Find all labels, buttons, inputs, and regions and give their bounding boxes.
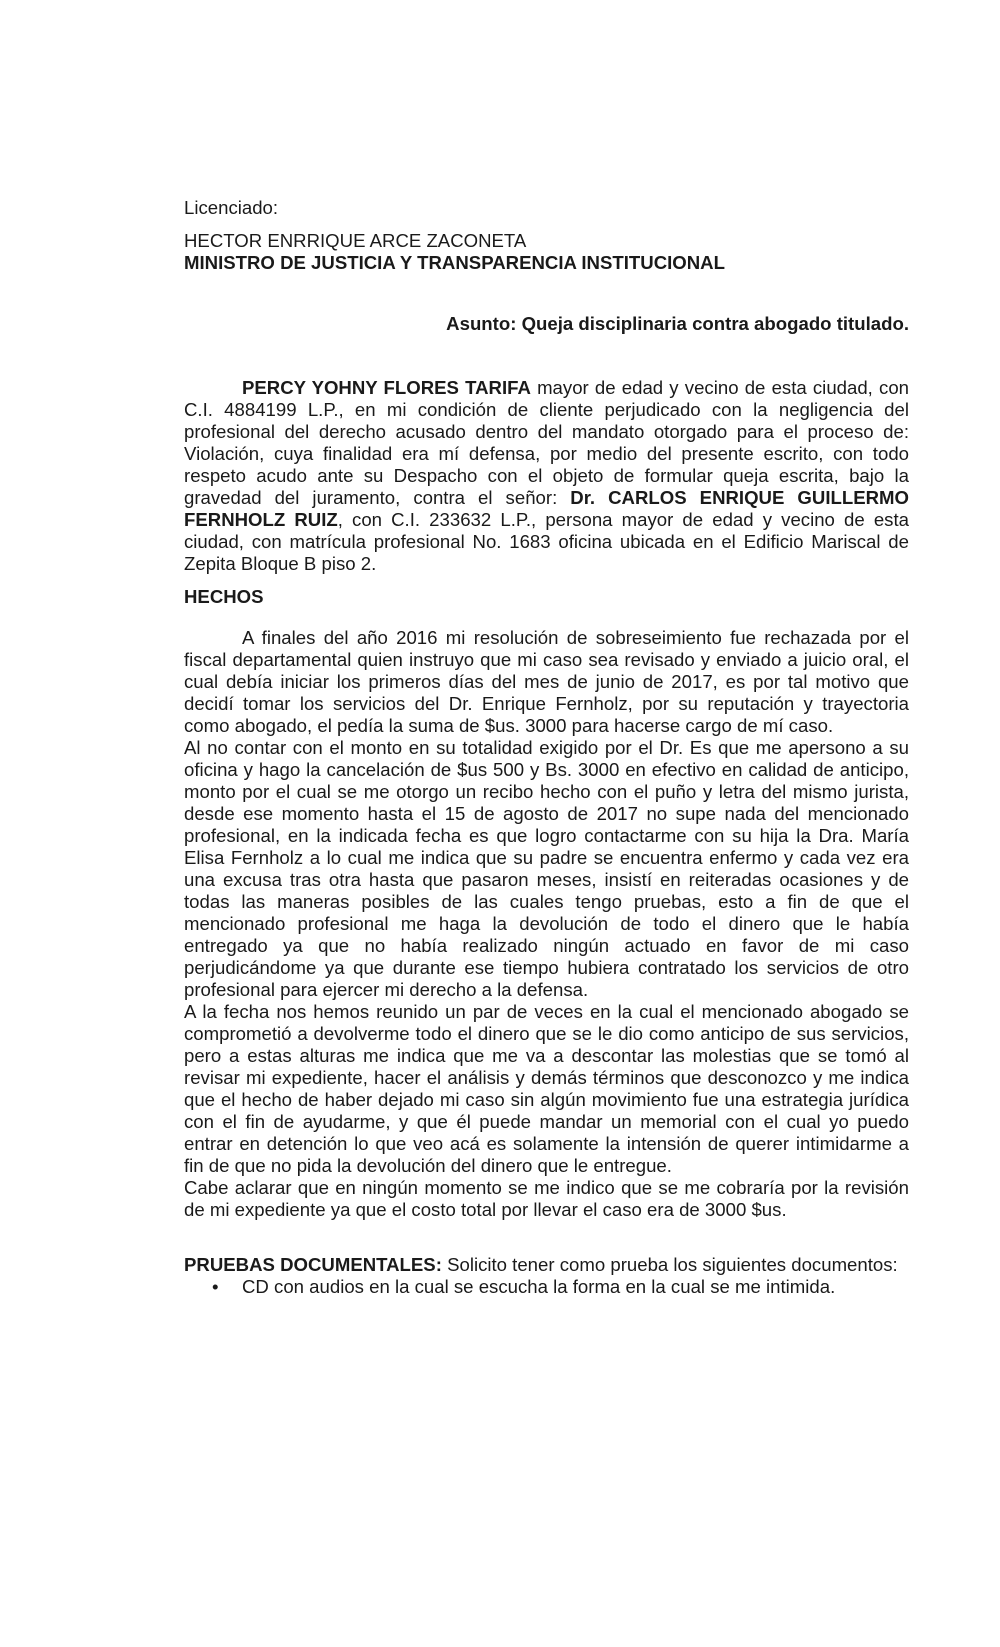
evidence-heading: PRUEBAS DOCUMENTALES:: [184, 1254, 442, 1275]
complainant-name: PERCY YOHNY FLORES TARIFA: [242, 377, 531, 398]
recipient-name: HECTOR ENRRIQUE ARCE ZACONETA: [184, 230, 527, 251]
recipient-title: MINISTRO DE JUSTICIA Y TRANSPARENCIA INSTITUCIONAL: [184, 252, 725, 273]
evidence-paragraph: [184, 1254, 909, 1276]
evidence-item-text: CD con audios en la cual se escucha la forma en la cual se me intimida.: [242, 1276, 836, 1297]
intro-text-1: mayor de edad y vecino de esta ciudad, con C.I. 4884199 L.P., en mi condición de cliente perjudicado con la negligencia del profesional del derecho acusado dentro del mandato otorgado para el proceso de: Violación, cuya finalidad era mí defensa, por medio del presente escrito, con todo respeto acudo ante su Despacho con el objeto de formular queja escrita, bajo la gravedad del juramento, contra el señor:: [184, 377, 910, 508]
bullet-icon: •: [212, 1276, 219, 1297]
salutation: Licenciado:: [184, 197, 279, 218]
subject-line: Asunto: Queja disciplinaria contra abogado titulado.: [446, 313, 909, 334]
facts-paragraph-1: A finales del año 2016 mi resolución de sobreseimiento fue rechazada por el fiscal departamental quien instruyo que mi caso sea revisado y enviado a juicio oral, el cual debía iniciar los primeros días del mes de junio de 2017, es por tal motivo que decidí tomar los servicios del Dr. Enrique Fernholz, por su reputación y trayectoria como abogado, el pedía la suma de $us. 3000 para hacerse cargo de mí caso.: [184, 627, 909, 736]
facts-paragraph-4: Cabe aclarar que en ningún momento se me indico que se me cobraría por la revisión de mi expediente ya que el costo total por llevar el caso era de 3000 $us.: [184, 1177, 909, 1220]
evidence-section: [184, 1254, 909, 1298]
facts-heading: HECHOS: [184, 586, 264, 607]
accused-name: Dr. CARLOS ENRIQUE GUILLERMO FERNHOLZ RUIZ: [184, 487, 909, 530]
facts-paragraph-2: Al no contar con el monto en su totalidad exigido por el Dr. Es que me apersono a su oficina y hago la cancelación de $us 500 y Bs. 3000 en efectivo en calidad de anticipo, monto por el cual se me otorgo un recibo hecho con el puño y letra del mismo jurista, desde ese momento hasta el 15 de agosto de 2017 no supe nada del mencionado profesional, en la indicada fecha es que logro contactarme con su hija la Dra. María Elisa Fernholz a lo cual me indica que su padre se encuentra enfermo y cada vez era una excusa tras otra hasta que pasaron meses, insistí en reiteradas ocasiones y de todas las maneras posibles de las cuales tengo pruebas, esto a fin de que el mencionado profesional me haga la devolución de todo el dinero que le había entregado ya que no había realizado ningún actuado en favor de mi caso perjudicándome ya que durante ese tiempo hubiera contratado los servicios de otro profesional para ejercer mi derecho a la defensa.: [184, 737, 909, 1000]
evidence-list-item: [184, 1276, 909, 1298]
facts-paragraph-3: A la fecha nos hemos reunido un par de veces en la cual el mencionado abogado se comprometió a devolverme todo el dinero que se le dio como anticipo de sus servicios, pero a estas alturas me indica que me va a descontar las molestias que se tomó al revisar mi expediente, hacer el análisis y demás términos que desconozco y me indica que el hecho de haber dejado mi caso sin algún movimiento fue una estrategia jurídica con el fin de ayudarme, y que él puede mandar un memorial con el cual yo puedo entrar en detención lo que veo acá es solamente la intensión de querer intimidarme a fin de que no pida la devolución del dinero que le entregue.: [184, 1001, 909, 1176]
recipient-block: [184, 230, 909, 274]
evidence-text: Solicito tener como prueba los siguientes documentos:: [441, 1254, 898, 1275]
facts-body: [184, 627, 909, 1221]
intro-paragraph: [184, 377, 909, 575]
intro-text-2: , con C.I. 233632 L.P., persona mayor de edad y vecino de esta ciudad, con matrícula profesional No. 1683 oficina ubicada en el Edificio Mariscal de Zepita Bloque B piso 2.: [184, 509, 909, 574]
